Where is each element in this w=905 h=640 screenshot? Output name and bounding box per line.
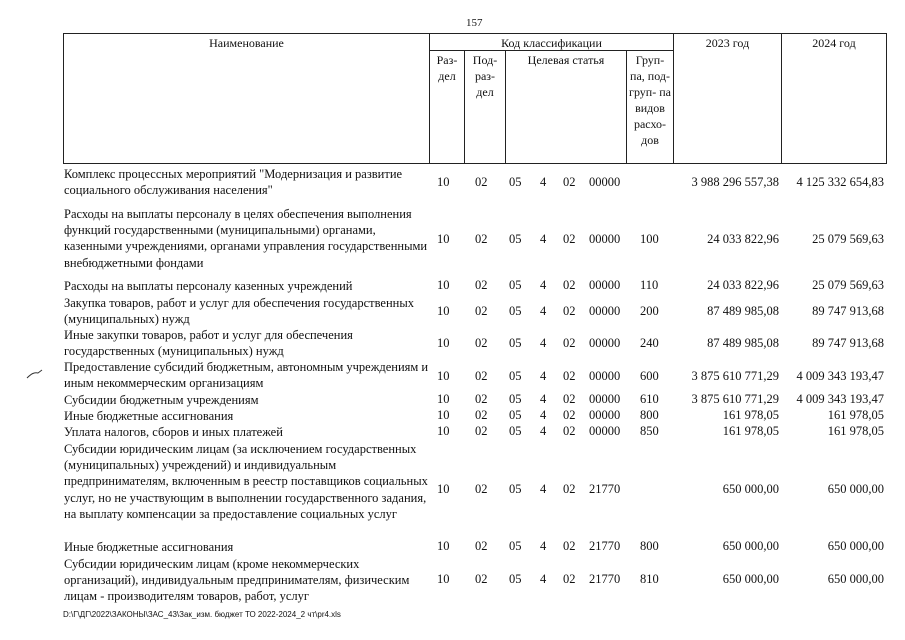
cell-target-2: 4 [540, 482, 547, 496]
cell-target-1: 05 [509, 482, 522, 496]
cell-podrazdel: 02 [475, 539, 488, 553]
cell-podrazdel: 02 [475, 572, 488, 586]
cell-2024: 4 009 343 193,47 [796, 392, 884, 406]
cell-target-1: 05 [509, 369, 522, 383]
cell-podrazdel: 02 [475, 278, 488, 292]
cell-target-3: 02 [563, 232, 576, 246]
cell-2024: 89 747 913,68 [812, 336, 884, 350]
cell-target-4: 21770 [589, 539, 621, 553]
cell-podrazdel: 02 [475, 392, 488, 406]
cell-target-3: 02 [563, 392, 576, 406]
cell-target-2: 4 [540, 392, 547, 406]
cell-vid: 800 [640, 408, 659, 422]
row-name: Иные бюджетные ассигнования [64, 409, 234, 423]
cell-razdel: 10 [437, 392, 450, 406]
cell-podrazdel: 02 [475, 482, 488, 496]
cell-2024: 25 079 569,63 [812, 232, 884, 246]
cell-target-1: 05 [509, 304, 522, 318]
row-name: Иные бюджетные ассигнования [64, 540, 234, 554]
cell-target-1: 05 [509, 278, 522, 292]
cell-2023: 161 978,05 [722, 408, 779, 422]
cell-2023: 87 489 985,08 [707, 336, 779, 350]
cell-target-2: 4 [540, 304, 547, 318]
cell-2023: 650 000,00 [722, 572, 779, 586]
header-name: Наименование [209, 36, 284, 50]
row-name: Субсидии бюджетным учреждениям [64, 393, 259, 407]
cell-target-2: 4 [540, 278, 547, 292]
header-year-2024: 2024 год [812, 36, 856, 50]
cell-2024: 650 000,00 [827, 572, 884, 586]
cell-2023: 87 489 985,08 [707, 304, 779, 318]
cell-target-1: 05 [509, 408, 522, 422]
cell-vid: 110 [640, 278, 659, 292]
cell-target-1: 05 [509, 392, 522, 406]
cell-2023: 161 978,05 [722, 424, 779, 438]
header-razdel: Раз- дел [436, 53, 458, 83]
header-divider [429, 33, 430, 164]
cell-target-2: 4 [540, 369, 547, 383]
cell-razdel: 10 [437, 424, 450, 438]
cell-2024: 650 000,00 [827, 539, 884, 553]
header-divider [626, 50, 627, 164]
page-number: 157 [466, 17, 483, 29]
header-year-2023: 2023 год [705, 36, 750, 50]
cell-2023: 24 033 822,96 [707, 232, 779, 246]
cell-2024: 161 978,05 [827, 424, 884, 438]
cell-target-1: 05 [509, 424, 522, 438]
cell-vid: 200 [640, 304, 659, 318]
cell-2024: 4 009 343 193,47 [796, 369, 884, 383]
cell-vid: 810 [640, 572, 659, 586]
cell-razdel: 10 [437, 369, 450, 383]
cell-2024: 89 747 913,68 [812, 304, 884, 318]
header-divider [673, 33, 674, 164]
cell-podrazdel: 02 [475, 232, 488, 246]
row-name: Иные закупки товаров, работ и услуг для обеспечения государственных (муниципальных) нужд [64, 328, 353, 359]
cell-target-3: 02 [563, 369, 576, 383]
cell-target-2: 4 [540, 336, 547, 350]
cell-razdel: 10 [437, 539, 450, 553]
cell-target-3: 02 [563, 304, 576, 318]
cell-target-3: 02 [563, 336, 576, 350]
cell-podrazdel: 02 [475, 408, 488, 422]
cell-2024: 161 978,05 [827, 408, 884, 422]
cell-target-3: 02 [563, 539, 576, 553]
cell-target-4: 00000 [589, 336, 621, 350]
cell-target-1: 05 [509, 539, 522, 553]
cell-target-4: 00000 [589, 232, 621, 246]
cell-target-3: 02 [563, 278, 576, 292]
cell-target-1: 05 [509, 336, 522, 350]
row-name: Субсидии юридическим лицам (кроме некоммерческих организаций), индивидуальным предпринимателям, физическим лицам - производителям товаров, работ, услуг [64, 557, 410, 604]
row-name: Закупка товаров, работ и услуг для обеспечения государственных (муниципальных) нужд [64, 296, 415, 327]
cell-podrazdel: 02 [475, 369, 488, 383]
cell-podrazdel: 02 [475, 424, 488, 438]
footer-file-path: D:\Г\ДГ\2022\ЗАКОНЫ\ЗАС_43\Зак_изм. бюджет ТО 2022-2024_2 чт\pr4.xls [63, 610, 341, 619]
cell-vid: 100 [640, 232, 659, 246]
cell-target-4: 00000 [589, 392, 621, 406]
cell-target-3: 02 [563, 482, 576, 496]
cell-razdel: 10 [437, 336, 450, 350]
cell-2023: 3 988 296 557,38 [691, 175, 779, 189]
cell-target-4: 00000 [589, 175, 621, 189]
header-divider [464, 50, 465, 164]
cell-target-4: 00000 [589, 424, 621, 438]
header-divider [781, 33, 782, 164]
cell-target-4: 00000 [589, 369, 621, 383]
header-target: Целевая статья [527, 53, 605, 67]
cell-target-3: 02 [563, 408, 576, 422]
cell-target-1: 05 [509, 232, 522, 246]
cell-razdel: 10 [437, 175, 450, 189]
cell-target-4: 00000 [589, 304, 621, 318]
row-name: Предоставление субсидий бюджетным, автономным учреждениям и иным некоммерческим организациям [64, 360, 429, 391]
cell-vid: 240 [640, 336, 659, 350]
cell-2024: 650 000,00 [827, 482, 884, 496]
cell-podrazdel: 02 [475, 175, 488, 189]
cell-razdel: 10 [437, 278, 450, 292]
header-code: Код классификации [501, 36, 602, 50]
cell-target-2: 4 [540, 232, 547, 246]
row-name: Комплекс процессных мероприятий "Модернизация и развитие социального обслуживания населения" [64, 167, 403, 198]
pen-mark [26, 368, 46, 383]
cell-target-1: 05 [509, 572, 522, 586]
cell-target-2: 4 [540, 539, 547, 553]
cell-target-4: 21770 [589, 572, 621, 586]
cell-target-2: 4 [540, 424, 547, 438]
cell-razdel: 10 [437, 572, 450, 586]
row-name: Расходы на выплаты персоналу в целях обеспечения выполнения функций государственными (муниципальными) органами, казенными учреждениями, органами управления государственными внебюджетными фондами [64, 207, 428, 270]
cell-target-3: 02 [563, 424, 576, 438]
cell-target-2: 4 [540, 175, 547, 189]
cell-target-4: 00000 [589, 408, 621, 422]
row-name: Уплата налогов, сборов и иных платежей [64, 425, 283, 439]
cell-target-3: 02 [563, 572, 576, 586]
cell-2023: 3 875 610 771,29 [691, 369, 779, 383]
cell-vid: 850 [640, 424, 659, 438]
cell-razdel: 10 [437, 408, 450, 422]
cell-vid: 610 [640, 392, 659, 406]
cell-2023: 24 033 822,96 [707, 278, 779, 292]
cell-2024: 4 125 332 654,83 [796, 175, 884, 189]
cell-2023: 3 875 610 771,29 [691, 392, 779, 406]
row-name: Субсидии юридическим лицам (за исключением государственных (муниципальных) учреждений) и индивидуальным предпринимателям, включенным в реестр поставщиков социальных услуг, но не участвующим в выполнении государственного задания, на выплату компенсации за предоставление социальных услуг [64, 442, 428, 521]
cell-2023: 650 000,00 [722, 482, 779, 496]
cell-vid: 600 [640, 369, 659, 383]
cell-target-2: 4 [540, 408, 547, 422]
cell-target-1: 05 [509, 175, 522, 189]
cell-podrazdel: 02 [475, 304, 488, 318]
cell-podrazdel: 02 [475, 336, 488, 350]
cell-target-4: 21770 [589, 482, 621, 496]
cell-vid: 800 [640, 539, 659, 553]
cell-2024: 25 079 569,63 [812, 278, 884, 292]
cell-razdel: 10 [437, 304, 450, 318]
cell-target-2: 4 [540, 572, 547, 586]
header-group: Груп- па, под- груп- па видов расхо- дов [629, 53, 671, 147]
cell-target-3: 02 [563, 175, 576, 189]
cell-razdel: 10 [437, 232, 450, 246]
row-name: Расходы на выплаты персоналу казенных учреждений [64, 279, 353, 293]
cell-razdel: 10 [437, 482, 450, 496]
cell-target-4: 00000 [589, 278, 621, 292]
header-podrazdel: Под- раз- дел [472, 53, 498, 99]
cell-2023: 650 000,00 [722, 539, 779, 553]
